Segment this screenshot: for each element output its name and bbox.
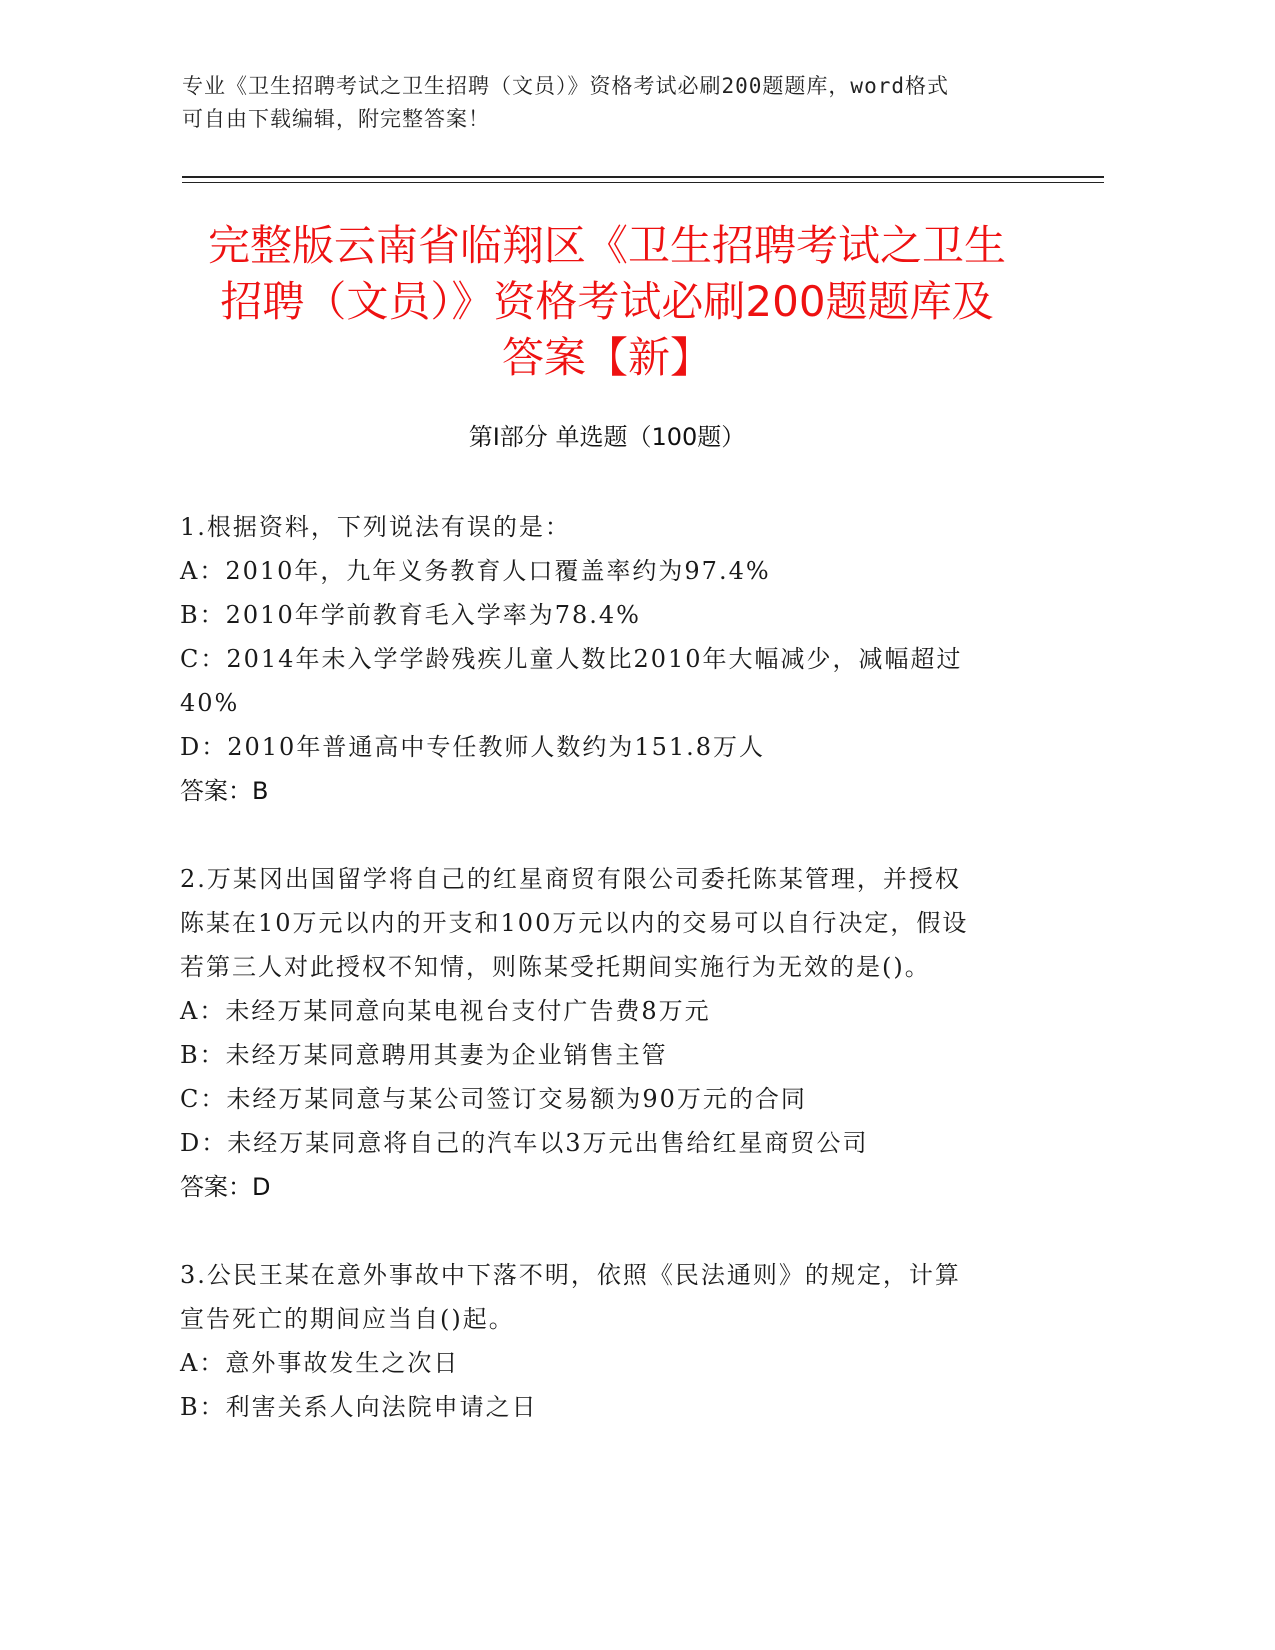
question-stem: 2.万某冈出国留学将自己的红星商贸有限公司委托陈某管理，并授权	[180, 865, 961, 893]
document-title	[182, 218, 1032, 386]
question-item	[180, 1253, 1040, 1429]
header-note-line: 可自由下载编辑，附完整答案！	[182, 107, 490, 131]
answer-line: 答案：D	[180, 1173, 271, 1201]
question-stem: 若第三人对此授权不知情，则陈某受托期间实施行为无效的是()。	[180, 953, 931, 981]
option-text: B：2010年学前教育毛入学率为78.4%	[180, 601, 641, 629]
section-heading: 第Ⅰ部分 单选题（100题）	[468, 423, 746, 451]
option-text: C：未经万某同意与某公司签订交易额为90万元的合同	[180, 1085, 807, 1113]
document-title-line: 完整版云南省临翔区《卫生招聘考试之卫生	[207, 221, 1006, 270]
option-text: A：意外事故发生之次日	[180, 1349, 460, 1377]
option-text: D：2010年普通高中专任教师人数约为151.8万人	[180, 733, 766, 761]
document-title-line: 答案【新】	[501, 333, 712, 382]
header-divider	[182, 182, 1104, 183]
option-text: 40%	[180, 689, 240, 717]
option-text: A：未经万某同意向某电视台支付广告费8万元	[180, 997, 711, 1025]
question-stem: 陈某在10万元以内的开支和100万元以内的交易可以自行决定，假设	[180, 909, 969, 937]
question-stem: 3.公民王某在意外事故中下落不明，依照《民法通则》的规定，计算	[180, 1261, 961, 1289]
question-stem: 宣告死亡的期间应当自()起。	[180, 1305, 515, 1333]
option-b	[180, 1385, 1040, 1429]
option-a	[180, 1341, 1040, 1385]
option-c	[180, 637, 1040, 725]
document-title-line: 招聘（文员）》资格考试必刷200题题库及	[220, 277, 994, 326]
option-c	[180, 1077, 1040, 1121]
question-item	[180, 505, 1040, 813]
header-divider	[182, 176, 1104, 178]
option-b	[180, 1033, 1040, 1077]
option-text: C：2014年未入学学龄残疾儿童人数比2010年大幅减少，减幅超过	[180, 645, 963, 673]
option-text: A：2010年，九年义务教育人口覆盖率约为97.4%	[180, 557, 771, 585]
option-text: B：未经万某同意聘用其妻为企业销售主管	[180, 1041, 668, 1069]
option-text: D：未经万某同意将自己的汽车以3万元出售给红星商贸公司	[180, 1129, 869, 1157]
header-note-line: 专业《卫生招聘考试之卫生招聘（文员）》资格考试必刷200题题库，word格式	[182, 74, 949, 98]
option-a	[180, 549, 1040, 593]
header-note	[182, 70, 1062, 136]
answer-line: 答案：B	[180, 777, 269, 805]
question-item	[180, 857, 1040, 1209]
question-stem: 1.根据资料，下列说法有误的是：	[180, 513, 571, 541]
option-d	[180, 725, 1040, 769]
question-list	[180, 505, 1040, 1473]
option-a	[180, 989, 1040, 1033]
option-text: B：利害关系人向法院申请之日	[180, 1393, 538, 1421]
option-d	[180, 1121, 1040, 1165]
option-b	[180, 593, 1040, 637]
